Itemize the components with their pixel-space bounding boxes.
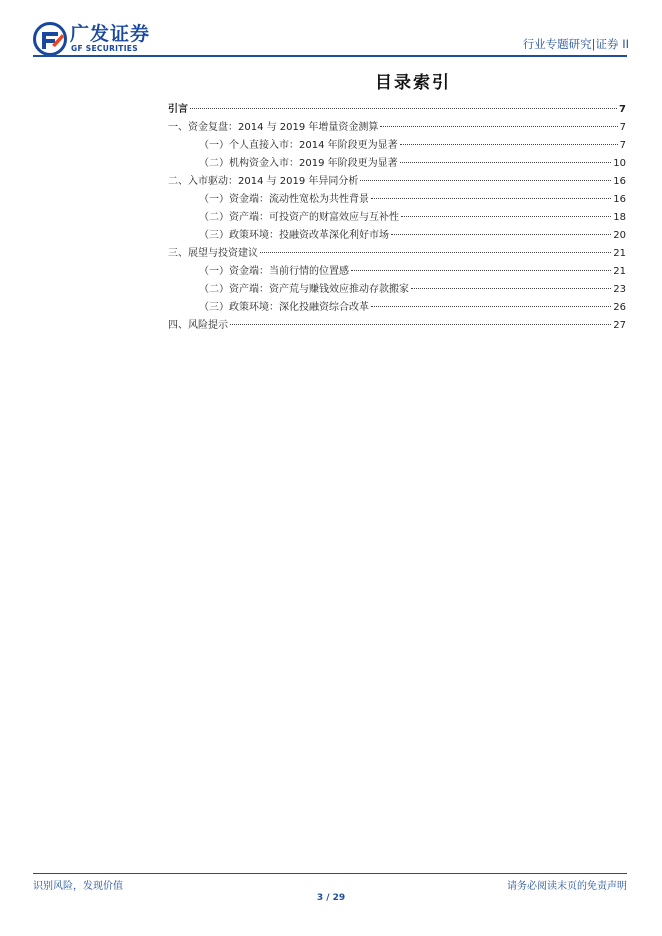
footer-divider xyxy=(33,873,627,874)
toc-title: 目录索引 xyxy=(375,73,451,93)
toc-entry-page: 26 xyxy=(613,302,626,313)
toc-entry[interactable] xyxy=(168,191,626,209)
logo-chinese-name: 广发证券 xyxy=(70,23,151,45)
toc-dot-leader xyxy=(400,144,618,145)
toc-entry-title: （二）资产端：资产荒与赚钱效应推动存款搬家 xyxy=(199,284,409,295)
toc-entry-title: 二、入市驱动：2014 与 2019 年异同分析 xyxy=(168,176,359,187)
toc-dot-leader xyxy=(380,126,617,127)
toc-entry-title: （二）机构资金入市：2019 年阶段更为显著 xyxy=(199,158,398,169)
toc-entry-page: 10 xyxy=(613,158,626,169)
toc-entry-title: （二）资产端：可投资产的财富效应与互补性 xyxy=(199,212,399,223)
toc-entry-page: 20 xyxy=(613,230,626,241)
toc-entry[interactable] xyxy=(168,137,626,155)
toc-entry-page: 16 xyxy=(613,194,626,205)
toc-entry[interactable] xyxy=(168,119,626,137)
footer-slogan: 识别风险，发现价值 xyxy=(33,881,123,892)
toc-entry-page: 16 xyxy=(613,176,626,187)
header-divider xyxy=(33,55,627,57)
toc-dot-leader xyxy=(400,162,612,163)
toc-entry-page: 21 xyxy=(613,266,626,277)
page-number: 3 / 29 xyxy=(316,893,346,903)
toc-dot-leader xyxy=(411,288,611,289)
footer-disclaimer-note: 请务必阅读末页的免责声明 xyxy=(507,881,627,892)
toc-entry-title: 四、风险提示 xyxy=(168,320,228,331)
toc-entry-title: （三）政策环境：深化投融资综合改革 xyxy=(199,302,369,313)
gf-logo-icon xyxy=(33,22,67,56)
toc-entry[interactable] xyxy=(168,263,626,281)
toc-entry-title: 引言 xyxy=(168,104,188,115)
toc-entry-title: （三）政策环境：投融资改革深化利好市场 xyxy=(199,230,389,241)
toc-entry-title: （一）个人直接入市：2014 年阶段更为显著 xyxy=(199,140,398,151)
page-header xyxy=(0,0,662,58)
toc-entry[interactable] xyxy=(168,299,626,317)
toc-dot-leader xyxy=(230,324,611,325)
toc-entry-title: 三、展望与投资建议 xyxy=(168,248,258,259)
toc-entry-page: 7 xyxy=(619,140,626,151)
toc-dot-leader xyxy=(391,234,611,235)
toc-dot-leader xyxy=(371,198,611,199)
gf-securities-logo xyxy=(33,22,151,56)
toc-dot-leader xyxy=(190,108,617,109)
toc-dot-leader xyxy=(360,180,611,181)
toc-dot-leader xyxy=(351,270,611,271)
toc-entry-page: 21 xyxy=(613,248,626,259)
toc-entry[interactable] xyxy=(168,209,626,227)
toc-entry[interactable] xyxy=(168,317,626,335)
toc-entry[interactable] xyxy=(168,227,626,245)
toc-entry-page: 23 xyxy=(613,284,626,295)
toc-entry-title: 一、资金复盘：2014 与 2019 年增量资金测算 xyxy=(168,122,379,133)
table-of-contents xyxy=(168,101,626,335)
toc-entry-page: 27 xyxy=(613,320,626,331)
report-category: 行业专题研究|证券 II xyxy=(522,37,629,51)
toc-dot-leader xyxy=(260,252,611,253)
toc-entry[interactable] xyxy=(168,101,626,119)
toc-entry[interactable] xyxy=(168,281,626,299)
toc-dot-leader xyxy=(401,216,611,217)
toc-entry-title: （一）资金端：当前行情的位置感 xyxy=(199,266,349,277)
toc-entry-page: 18 xyxy=(613,212,626,223)
toc-entry[interactable] xyxy=(168,245,626,263)
toc-entry-page: 7 xyxy=(619,122,626,133)
toc-dot-leader xyxy=(371,306,611,307)
toc-entry-title: （一）资金端：流动性宽松为共性背景 xyxy=(199,194,369,205)
toc-entry-page: 7 xyxy=(619,104,626,115)
toc-entry[interactable] xyxy=(168,155,626,173)
logo-english-name: GF SECURITIES xyxy=(71,44,138,53)
toc-entry[interactable] xyxy=(168,173,626,191)
